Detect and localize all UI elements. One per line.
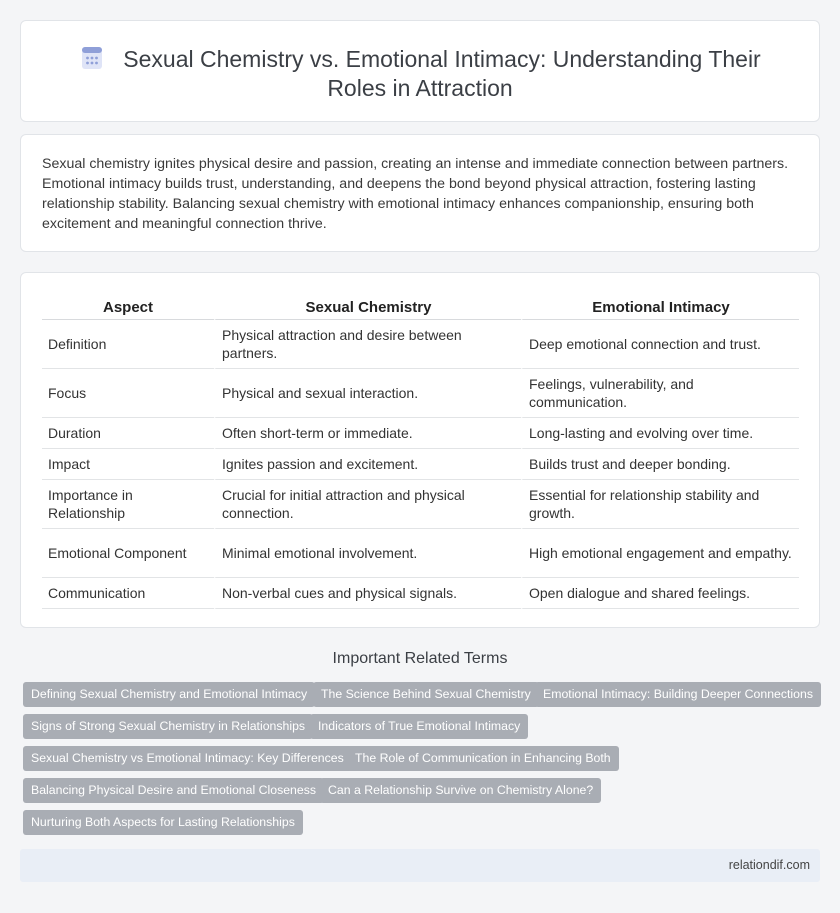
table-row bbox=[42, 578, 799, 609]
table-row bbox=[42, 480, 799, 529]
comparison-card bbox=[20, 272, 820, 628]
sexual-chemistry-cell: Crucial for initial attraction and physical connection. bbox=[214, 480, 521, 529]
sexual-chemistry-cell: Often short-term or immediate. bbox=[214, 418, 521, 449]
emotional-intimacy-cell: High emotional engagement and empathy. bbox=[521, 529, 799, 578]
header-emotional-intimacy: Emotional Intimacy bbox=[521, 290, 799, 320]
sexual-chemistry-cell: Non-verbal cues and physical signals. bbox=[214, 578, 521, 609]
emotional-intimacy-cell: Builds trust and deeper bonding. bbox=[521, 449, 799, 480]
sexual-chemistry-cell: Physical and sexual interaction. bbox=[214, 369, 521, 418]
related-tag-key-differences[interactable]: Sexual Chemistry vs Emotional Intimacy: Key Differences bbox=[23, 746, 352, 771]
related-tag-balancing[interactable]: Balancing Physical Desire and Emotional Closeness bbox=[23, 778, 324, 803]
aspect-cell: Definition bbox=[42, 320, 214, 369]
table-header-row bbox=[42, 290, 799, 320]
emotional-intimacy-cell: Open dialogue and shared feelings. bbox=[521, 578, 799, 609]
header-sexual-chemistry: Sexual Chemistry bbox=[214, 290, 521, 320]
aspect-cell: Emotional Component bbox=[42, 529, 214, 578]
document-icon bbox=[79, 45, 105, 71]
related-tag-defining[interactable]: Defining Sexual Chemistry and Emotional Intimacy bbox=[23, 682, 315, 707]
table-row bbox=[42, 369, 799, 418]
sexual-chemistry-cell: Ignites passion and excitement. bbox=[214, 449, 521, 480]
related-tag-chemistry-alone[interactable]: Can a Relationship Survive on Chemistry Alone? bbox=[320, 778, 601, 803]
table-row bbox=[42, 449, 799, 480]
table-row bbox=[42, 418, 799, 449]
aspect-cell: Impact bbox=[42, 449, 214, 480]
related-tag-signs[interactable]: Signs of Strong Sexual Chemistry in Relationships bbox=[23, 714, 313, 739]
sexual-chemistry-cell: Physical attraction and desire between partners. bbox=[214, 320, 521, 369]
header-aspect: Aspect bbox=[42, 290, 214, 320]
related-tag-indicators[interactable]: Indicators of True Emotional Intimacy bbox=[310, 714, 528, 739]
summary-card bbox=[20, 134, 820, 252]
emotional-intimacy-cell: Long-lasting and evolving over time. bbox=[521, 418, 799, 449]
aspect-cell: Communication bbox=[42, 578, 214, 609]
related-tag-nurturing[interactable]: Nurturing Both Aspects for Lasting Relationships bbox=[23, 810, 303, 835]
related-tag-science[interactable]: The Science Behind Sexual Chemistry bbox=[313, 682, 539, 707]
aspect-cell: Duration bbox=[42, 418, 214, 449]
footer-site[interactable]: relationdif.com bbox=[728, 858, 810, 872]
footer bbox=[20, 849, 820, 882]
emotional-intimacy-cell: Feelings, vulnerability, and communication. bbox=[521, 369, 799, 418]
comparison-table bbox=[42, 290, 799, 609]
sexual-chemistry-cell: Minimal emotional involvement. bbox=[214, 529, 521, 578]
summary-text: Sexual chemistry ignites physical desire and passion, creating an intense and immediate connection between partners. Emotional intimacy builds trust, understanding, and deepens the bond beyond physical attraction, fostering lasting relationship stability. Balancing sexual chemistry with emotional intimacy enhances companionship, ensuring both excitement and meaningful connection thrive. bbox=[42, 156, 789, 232]
aspect-cell: Importance in Relationship bbox=[42, 480, 214, 529]
header-card bbox=[20, 20, 820, 122]
emotional-intimacy-cell: Deep emotional connection and trust. bbox=[521, 320, 799, 369]
table-row bbox=[42, 320, 799, 369]
page-title-container bbox=[61, 45, 779, 103]
table-row bbox=[42, 529, 799, 578]
related-tag-communication[interactable]: The Role of Communication in Enhancing Both bbox=[347, 746, 619, 771]
aspect-cell: Focus bbox=[42, 369, 214, 418]
emotional-intimacy-cell: Essential for relationship stability and growth. bbox=[521, 480, 799, 529]
page-title: Sexual Chemistry vs. Emotional Intimacy: Understanding Their Roles in Attraction bbox=[123, 46, 761, 101]
related-tag-building-connections[interactable]: Emotional Intimacy: Building Deeper Connections bbox=[535, 682, 821, 707]
related-terms-heading: Important Related Terms bbox=[332, 650, 508, 667]
